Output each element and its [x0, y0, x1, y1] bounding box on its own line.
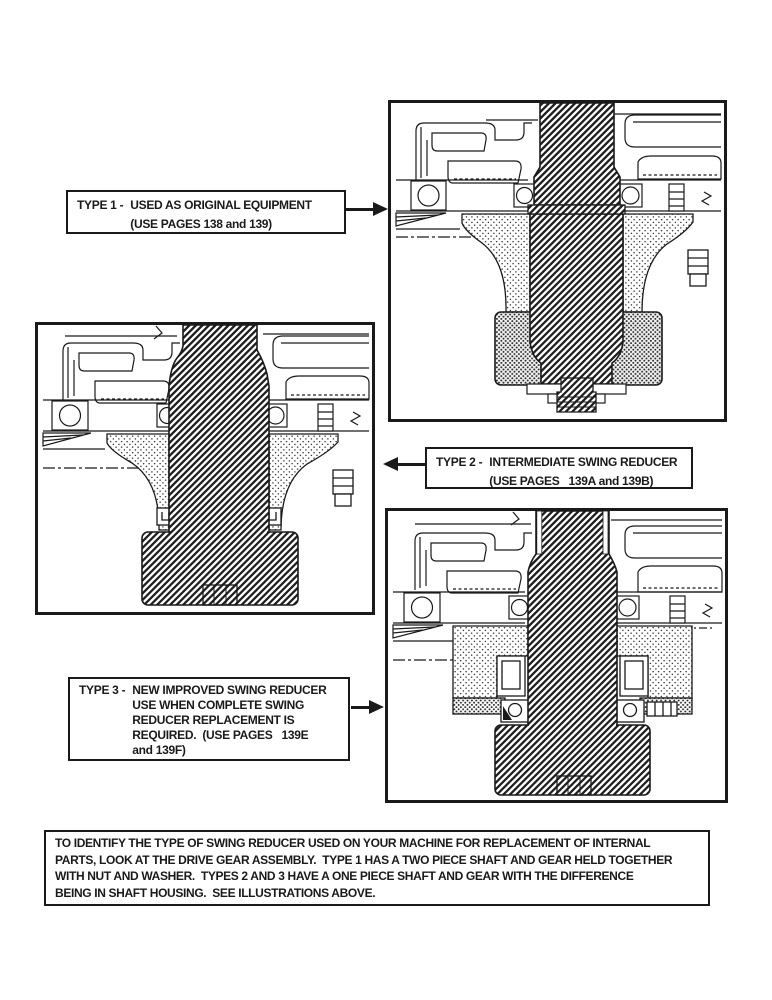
callout-type2-label: TYPE 2 - — [436, 455, 483, 469]
callout-type3-line1: NEW IMPROVED SWING REDUCER — [132, 683, 327, 697]
callout-type3-label: TYPE 3 - — [79, 683, 126, 697]
arrow-to-type2-figure — [398, 463, 425, 466]
note-line3: WITH NUT AND WASHER. TYPES 2 AND 3 HAVE A ONE PIECE SHAFT AND GEAR WITH THE DIFFERENCE — [55, 869, 634, 883]
callout-type2-line2: (USE PAGES 139A and 139B) — [489, 474, 654, 488]
drive-gear — [142, 532, 298, 605]
callout-type1-label: TYPE 1 - — [77, 198, 124, 212]
drive-gear — [495, 725, 650, 795]
lower-ball-bearing — [624, 704, 637, 717]
bolt — [670, 596, 685, 623]
shaft-joint — [528, 205, 625, 214]
arrow-to-type1-figure — [346, 208, 373, 211]
type1-cross-section-drawing — [388, 100, 727, 422]
callout-type1-line1: USED AS ORIGINAL EQUIPMENT — [130, 198, 312, 212]
callout-type2 — [425, 447, 693, 489]
type2-cross-section-drawing — [35, 322, 375, 615]
figure-type1 — [388, 100, 727, 422]
drive-shaft — [169, 325, 269, 532]
callout-type1-line2: (USE PAGES 138 and 139) — [130, 217, 272, 231]
bolt — [669, 184, 684, 211]
callout-type3-line4: REQUIRED. (USE PAGES 139E — [132, 728, 309, 742]
callout-type1 — [66, 190, 346, 234]
ball-bearing — [622, 187, 639, 204]
note-line2: PARTS, LOOK AT THE DRIVE GEAR ASSEMBLY. TYPE 1 HAS A TWO PIECE SHAFT AND GEAR HELD TOGETHER — [55, 852, 673, 867]
figure-type3 — [385, 508, 728, 803]
identification-note-box — [44, 830, 710, 906]
ball-bearing — [418, 185, 439, 206]
bolt — [318, 404, 333, 431]
note-line4: BEING IN SHAFT HOUSING. SEE ILLUSTRATIONS ABOVE. — [55, 885, 376, 900]
callout-type3-line2: USE WHEN COMPLETE SWING — [132, 698, 305, 712]
ball-bearing — [517, 188, 533, 204]
type3-cross-section-drawing — [385, 508, 728, 803]
ball-bearing — [619, 599, 636, 616]
ball-bearing — [412, 597, 433, 618]
drive-shaft — [527, 103, 626, 412]
callout-type2-line1: INTERMEDIATE SWING REDUCER — [489, 455, 678, 469]
arrow-to-type3-figure — [351, 706, 369, 709]
callout-type3 — [68, 677, 350, 761]
note-line1: TO IDENTIFY THE TYPE OF SWING REDUCER USED ON YOUR MACHINE FOR REPLACEMENT OF INTERNAL — [55, 836, 651, 850]
bolt — [647, 702, 677, 716]
lower-ball-bearing — [509, 704, 522, 717]
ball-bearing — [60, 405, 81, 426]
callout-type3-line5: and 139F) — [132, 743, 186, 757]
ball-bearing — [512, 600, 528, 616]
figure-type2 — [35, 322, 375, 615]
callout-type3-line3: REDUCER REPLACEMENT IS — [132, 713, 295, 727]
